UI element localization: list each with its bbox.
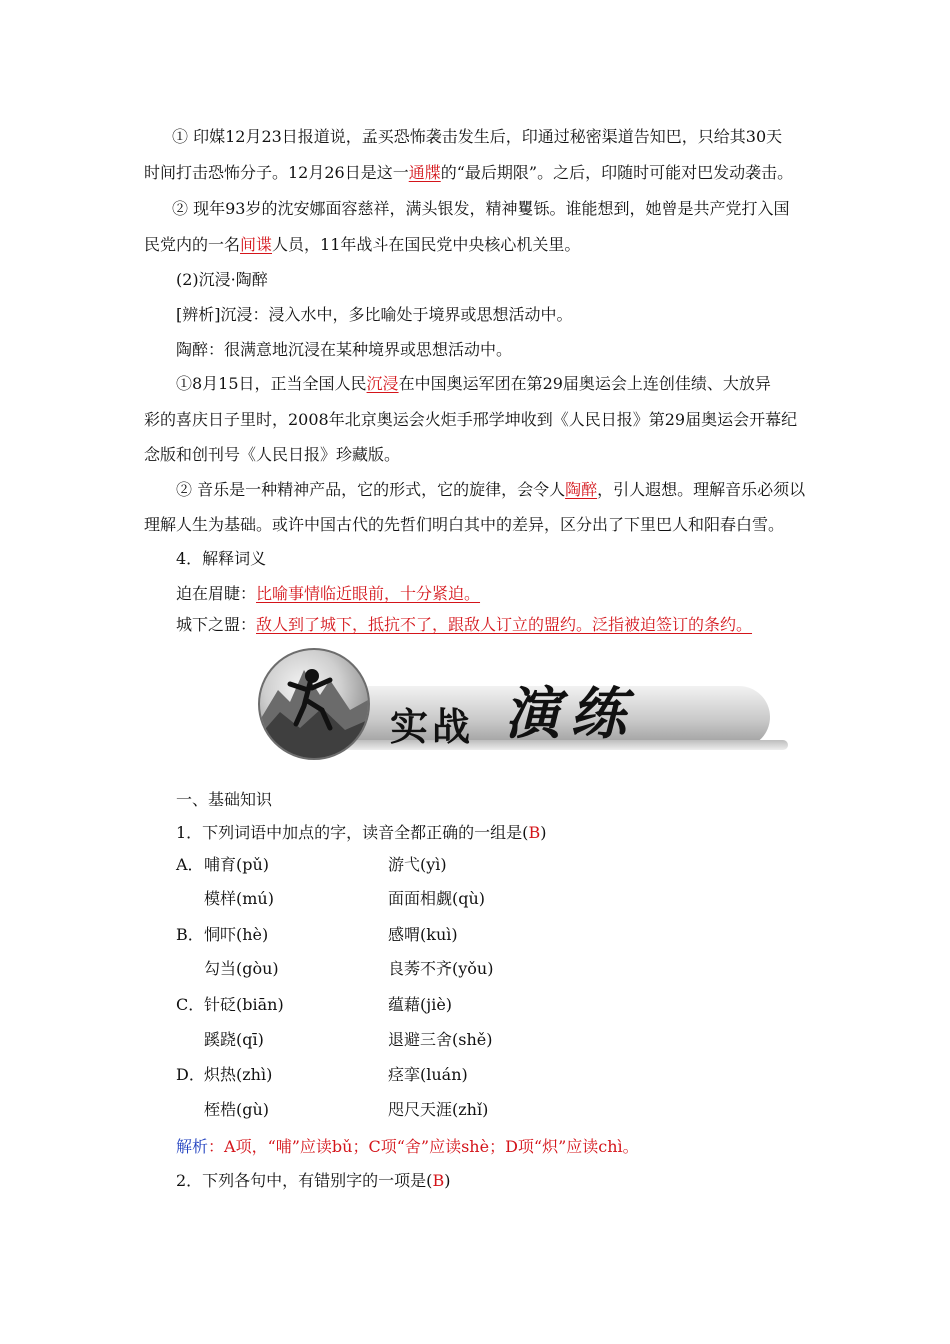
text-segment: 在中国奥运军团在第29届奥运会上连创佳绩、大放异 bbox=[398, 374, 771, 393]
climber-icon bbox=[258, 648, 370, 760]
option-word: 良莠不齐(yǒu) bbox=[388, 959, 494, 978]
para3-line2: 彩的喜庆日子里时，2008年北京奥运会火炬手邢学坤收到《人民日报》第29届奥运会开幕纪 bbox=[144, 410, 798, 429]
question-text: ) bbox=[444, 1171, 451, 1190]
option-word: 勾当(gòu) bbox=[204, 959, 279, 978]
option-word: 咫尺天涯(zhǐ) bbox=[388, 1100, 489, 1119]
text-segment: ①8月15日，正当全国人民 bbox=[176, 374, 367, 393]
definition-meaning: 比喻事情临近眼前，十分紧迫。 bbox=[256, 584, 481, 603]
highlight-word-jiandie: 间谍 bbox=[240, 235, 273, 254]
text-segment: ② 音乐是一种精神产品，它的形式，它的旋律，会令人 bbox=[176, 480, 566, 499]
text-segment: 时间打击恐怖分子。12月26日是这一 bbox=[144, 163, 409, 182]
option-word: 感喟(kuì) bbox=[388, 925, 458, 944]
definition-row bbox=[176, 614, 752, 636]
question-text: ) bbox=[540, 823, 547, 842]
option-word: 面面相觑(qù) bbox=[388, 889, 486, 908]
answer-letter: B bbox=[432, 1171, 445, 1190]
analysis-line-1: [辨析]沉浸：浸入水中，多比喻处于境界或思想活动中。 bbox=[176, 305, 573, 324]
question-1-stem bbox=[176, 822, 546, 844]
banner-title-part1: 实战 bbox=[390, 704, 475, 749]
option-label: C． bbox=[176, 995, 205, 1014]
option-word: 恫吓(hè) bbox=[204, 925, 269, 944]
option-word: 炽热(zhì) bbox=[204, 1065, 273, 1084]
option-word: 桎梏(gù) bbox=[204, 1100, 270, 1119]
option-word: 蕴藉(jiè) bbox=[388, 995, 453, 1014]
option-word: 针砭(biān) bbox=[204, 995, 284, 1014]
highlight-word-taozui: 陶醉 bbox=[565, 480, 598, 499]
para2-line2 bbox=[144, 234, 580, 256]
option-word: 蹊跷(qī) bbox=[204, 1030, 264, 1049]
answer-letter: B bbox=[528, 823, 541, 842]
subsection-title: (2)沉浸·陶醉 bbox=[176, 270, 268, 289]
text-segment: 的“最后期限”。之后，印随时可能对巴发动袭击。 bbox=[440, 163, 794, 182]
question-text: 2．下列各句中，有错别字的一项是( bbox=[176, 1171, 433, 1190]
definition-term: 城下之盟： bbox=[176, 615, 257, 634]
question-2-stem bbox=[176, 1170, 450, 1192]
para3-line3: 念版和创刊号《人民日报》珍藏版。 bbox=[144, 445, 401, 464]
option-label: A． bbox=[176, 855, 204, 874]
option-word: 游弋(yì) bbox=[388, 855, 447, 874]
option-word: 痉挛(luán) bbox=[388, 1065, 468, 1084]
para1-line2 bbox=[144, 162, 793, 184]
option-word: 退避三舍(shě) bbox=[388, 1030, 493, 1049]
section-title: 4．解释词义 bbox=[176, 549, 267, 568]
option-word: 模样(mú) bbox=[204, 889, 274, 908]
section-banner bbox=[258, 640, 788, 762]
text-segment: ，引人遐想。理解音乐必须以 bbox=[597, 480, 806, 499]
part-title: 一、基础知识 bbox=[176, 790, 273, 809]
analysis-line-2: 陶醉：很满意地沉浸在某种境界或思想活动中。 bbox=[176, 340, 513, 359]
question-text: 1．下列词语中加点的字，读音全都正确的一组是( bbox=[176, 823, 529, 842]
para2-line1: ② 现年93岁的沈安娜面容慈祥，满头银发，精神矍铄。谁能想到，她曾是共产党打入国 bbox=[172, 199, 790, 218]
analysis-label: 解析 bbox=[176, 1137, 209, 1156]
text-segment: 民党内的一名 bbox=[144, 235, 241, 254]
question-1-analysis bbox=[176, 1136, 639, 1158]
banner-title-part2: 演练 bbox=[504, 681, 636, 747]
option-label: B． bbox=[176, 925, 204, 944]
option-word: 哺育(pǔ) bbox=[204, 855, 270, 874]
analysis-text: ：A项，“哺”应读bǔ；C项“舍”应读shè；D项“炽”应读chì。 bbox=[208, 1137, 639, 1156]
option-label: D． bbox=[176, 1065, 205, 1084]
highlight-word-tongdie: 通牒 bbox=[408, 163, 441, 182]
para4-line1 bbox=[176, 479, 805, 501]
para1-line1: ① 印媒12月23日报道说，孟买恐怖袭击发生后，印通过秘密渠道告知巴，只给其30天 bbox=[172, 127, 783, 146]
definition-meaning: 敌人到了城下，抵抗不了，跟敌人订立的盟约。泛指被迫签订的条约。 bbox=[256, 615, 753, 634]
para3-line1 bbox=[176, 373, 771, 395]
highlight-word-chenjin: 沉浸 bbox=[366, 374, 399, 393]
text-segment: 人员，11年战斗在国民党中央核心机关里。 bbox=[272, 235, 581, 254]
definition-row bbox=[176, 583, 480, 605]
definition-term: 迫在眉睫： bbox=[176, 584, 257, 603]
para4-line2: 理解人生为基础。或许中国古代的先哲们明白其中的差异，区分出了下里巴人和阳春白雪。 bbox=[144, 515, 785, 534]
